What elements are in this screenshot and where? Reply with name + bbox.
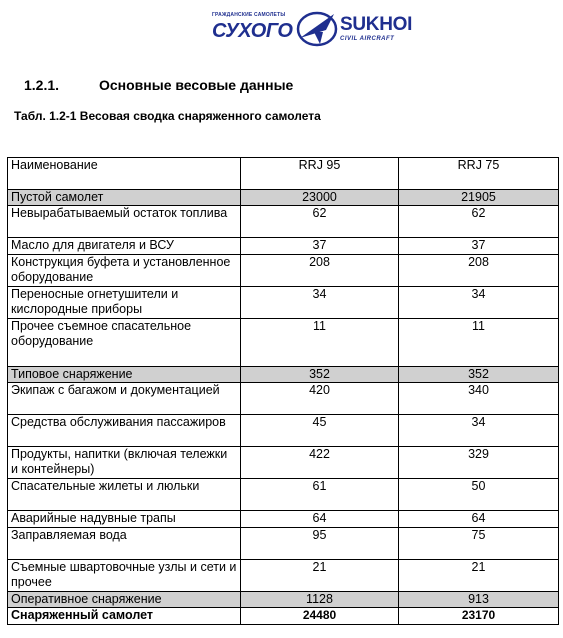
- row-rrj95: 95: [241, 528, 399, 560]
- row-rrj75: 64: [399, 511, 559, 528]
- section-number: 1.2.1.: [24, 77, 60, 93]
- row-rrj75: 208: [399, 255, 559, 287]
- table-row: [8, 479, 559, 511]
- row-rrj95: 420: [241, 383, 399, 415]
- row-name: Масло для двигателя и ВСУ: [8, 238, 241, 255]
- table-row: [8, 255, 559, 287]
- table-row: [8, 383, 559, 415]
- table-total-row: [8, 608, 559, 625]
- row-name: Типовое снаряжение: [8, 367, 241, 383]
- row-name: Пустой самолет: [8, 190, 241, 206]
- row-rrj75: 37: [399, 238, 559, 255]
- logo-subtitle-en: CIVIL AIRCRAFT: [340, 36, 395, 42]
- table-row: [8, 592, 559, 608]
- table-row: [8, 560, 559, 592]
- row-name: Снаряженный самолет: [8, 608, 241, 625]
- row-name: Переносные огнетушители и кислородные приборы: [8, 287, 241, 319]
- row-rrj95: 45: [241, 415, 399, 447]
- logo-wordmark-en: SUKHOI: [340, 14, 413, 35]
- weight-summary-table: [7, 157, 559, 625]
- row-name: Оперативное снаряжение: [8, 592, 241, 608]
- table-row: [8, 415, 559, 447]
- row-rrj75: 62: [399, 206, 559, 238]
- sukhoi-emblem-icon: [294, 8, 340, 48]
- row-name: Съемные швартовочные узлы и сети и прочее: [8, 560, 241, 592]
- row-rrj95: 34: [241, 287, 399, 319]
- row-name: Продукты, напитки (включая тележки и контейнеры): [8, 447, 241, 479]
- row-rrj95: 24480: [241, 608, 399, 625]
- table-row: [8, 287, 559, 319]
- row-rrj75: 913: [399, 592, 559, 608]
- row-rrj75: 34: [399, 415, 559, 447]
- row-rrj75: 21905: [399, 190, 559, 206]
- row-rrj95: 62: [241, 206, 399, 238]
- table-row: [8, 206, 559, 238]
- row-rrj75: 50: [399, 479, 559, 511]
- table-row: [8, 190, 559, 206]
- row-rrj95: 208: [241, 255, 399, 287]
- row-rrj95: 23000: [241, 190, 399, 206]
- logo-subtitle-ru: ГРАЖДАНСКИЕ САМОЛЕТЫ: [212, 12, 286, 18]
- table-row: [8, 511, 559, 528]
- row-rrj75: 34: [399, 287, 559, 319]
- sukhoi-logo: [212, 8, 422, 50]
- row-rrj95: 64: [241, 511, 399, 528]
- row-name: Заправляемая вода: [8, 528, 241, 560]
- row-rrj75: 352: [399, 367, 559, 383]
- table-caption: Табл. 1.2-1 Весовая сводка снаряженного самолета: [14, 109, 321, 123]
- row-rrj75: 11: [399, 319, 559, 367]
- row-rrj95: 11: [241, 319, 399, 367]
- row-rrj75: 75: [399, 528, 559, 560]
- table-row: [8, 447, 559, 479]
- row-rrj95: 352: [241, 367, 399, 383]
- row-name: Невырабатываемый остаток топлива: [8, 206, 241, 238]
- table-row: [8, 367, 559, 383]
- table-header-row: [8, 158, 559, 190]
- logo-wordmark-ru: СУХОГО: [212, 20, 293, 42]
- row-rrj75: 329: [399, 447, 559, 479]
- row-name: Спасательные жилеты и люльки: [8, 479, 241, 511]
- table-row: [8, 319, 559, 367]
- row-rrj95: 422: [241, 447, 399, 479]
- section-heading: [24, 77, 293, 93]
- table-row: [8, 528, 559, 560]
- row-name: Аварийные надувные трапы: [8, 511, 241, 528]
- row-rrj95: 21: [241, 560, 399, 592]
- header-rrj95: RRJ 95: [241, 158, 399, 190]
- row-rrj75: 21: [399, 560, 559, 592]
- row-name: Экипаж с багажом и документацией: [8, 383, 241, 415]
- row-name: Прочее съемное спасательное оборудование: [8, 319, 241, 367]
- header-name: Наименование: [8, 158, 241, 190]
- row-rrj75: 340: [399, 383, 559, 415]
- row-rrj95: 37: [241, 238, 399, 255]
- header-rrj75: RRJ 75: [399, 158, 559, 190]
- row-rrj95: 1128: [241, 592, 399, 608]
- row-name: Конструкция буфета и установленное оборудование: [8, 255, 241, 287]
- table-row: [8, 238, 559, 255]
- row-name: Средства обслуживания пассажиров: [8, 415, 241, 447]
- row-rrj75: 23170: [399, 608, 559, 625]
- section-title: Основные весовые данные: [99, 77, 294, 93]
- row-rrj95: 61: [241, 479, 399, 511]
